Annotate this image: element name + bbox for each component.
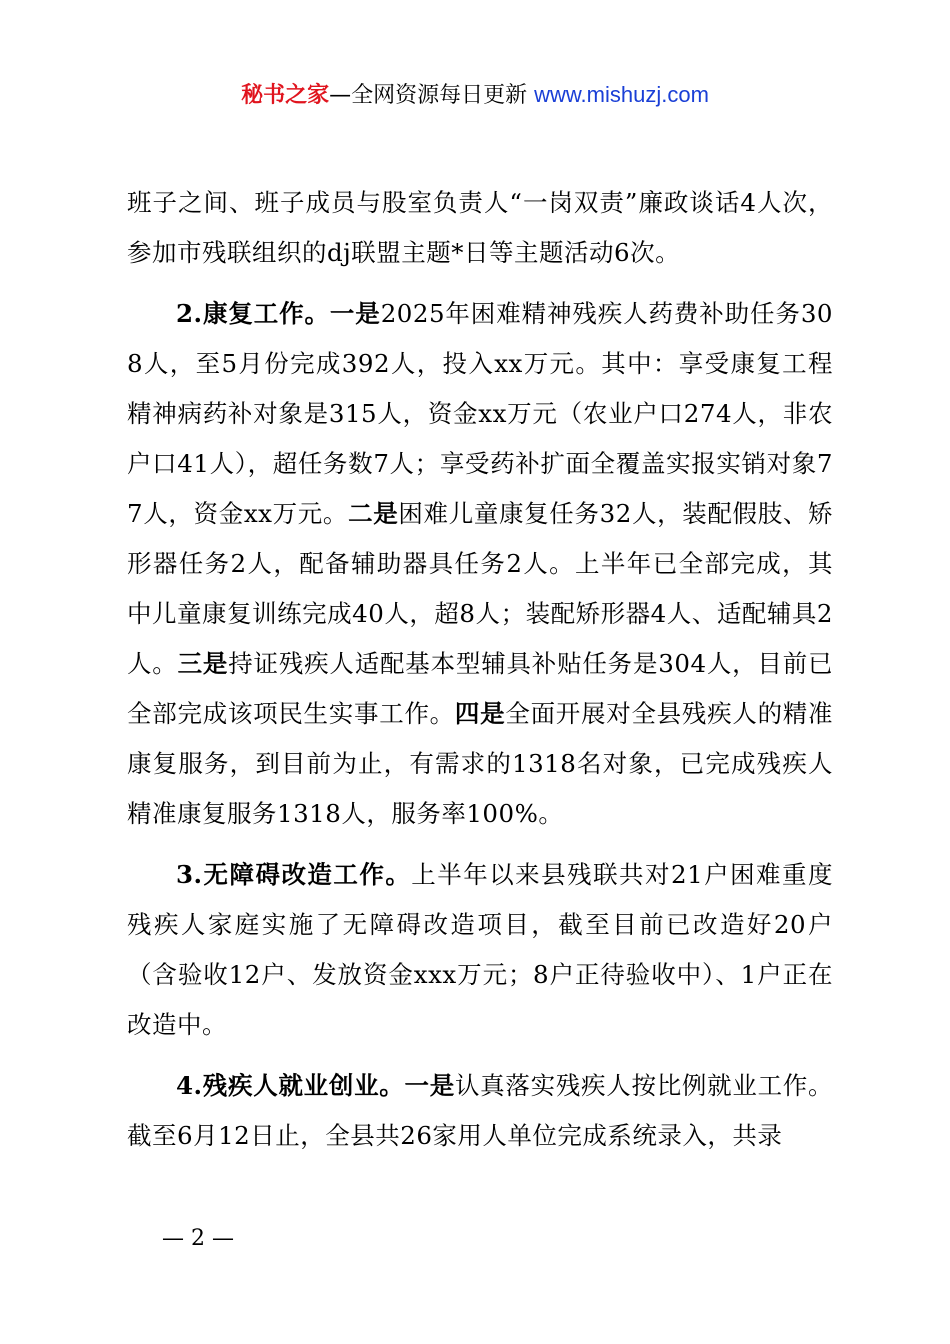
paragraph-continuation: [127, 178, 833, 278]
section-heading: 2.康复工作。: [176, 299, 330, 328]
document-body: [127, 178, 833, 1172]
page-number: — 2 —: [162, 1226, 234, 1251]
site-tagline: —全网资源每日更新: [329, 83, 528, 108]
paragraph-employment: [127, 1061, 833, 1161]
page-header: [0, 78, 950, 113]
paragraph-text: 认真落实残疾人按比例就业工作。截至6月12日止，全县共26家用人单位完成系统录入，共录: [127, 1071, 834, 1150]
paragraph-text: 全面开展对全县残疾人的精准康复服务，到目前为止，有需求的1318名对象，已完成残疾人精准康复服务1318人，服务率100%。: [127, 699, 834, 828]
point-marker: 三是: [177, 649, 229, 678]
paragraph-text: 2025年困难精神残疾人药费补助任务308人，至5月份完成392人，投入xx万元。其中：享受康复工程精神病药补对象是315人，资金xx万元（农业户口274人，非农户口41人），超任务数7人；享受药补扩面全覆盖实报实销对象77人，资金xx万元。: [127, 299, 834, 528]
paragraph-accessibility: [127, 850, 833, 1050]
site-url[interactable]: www.mishuzj.com: [534, 82, 709, 107]
section-heading: 4.残疾人就业创业。: [176, 1071, 405, 1100]
paragraph-text: 持证残疾人适配基本型辅具补贴任务是304人，目前已全部完成该项民生实事工作。: [127, 649, 834, 728]
section-heading: 3.无障碍改造工作。: [176, 860, 412, 889]
point-marker: 四是: [454, 699, 506, 728]
point-marker: 一是: [329, 299, 381, 328]
site-brand: 秘书之家: [241, 83, 330, 108]
paragraph-text: 班子之间、班子成员与股室负责人“一岗双责”廉政谈话4人次，参加市残联组织的dj联盟主题*日等主题活动6次。: [127, 188, 833, 267]
point-marker: 二是: [348, 499, 399, 528]
point-marker: 一是: [404, 1071, 455, 1100]
paragraph-text: 困难儿童康复任务32人，装配假肢、矫形器任务2人，配备辅助器具任务2人。上半年已全部完成，其中儿童康复训练完成40人，超8人；装配矫形器4人、适配辅具2人。: [127, 499, 833, 678]
paragraph-text: 上半年以来县残联共对21户困难重度残疾人家庭实施了无障碍改造项目，截至目前已改造好20户（含验收12户、发放资金xxx万元；8户正待验收中）、1户正在改造中。: [127, 860, 833, 1039]
paragraph-rehabilitation: [127, 289, 833, 839]
